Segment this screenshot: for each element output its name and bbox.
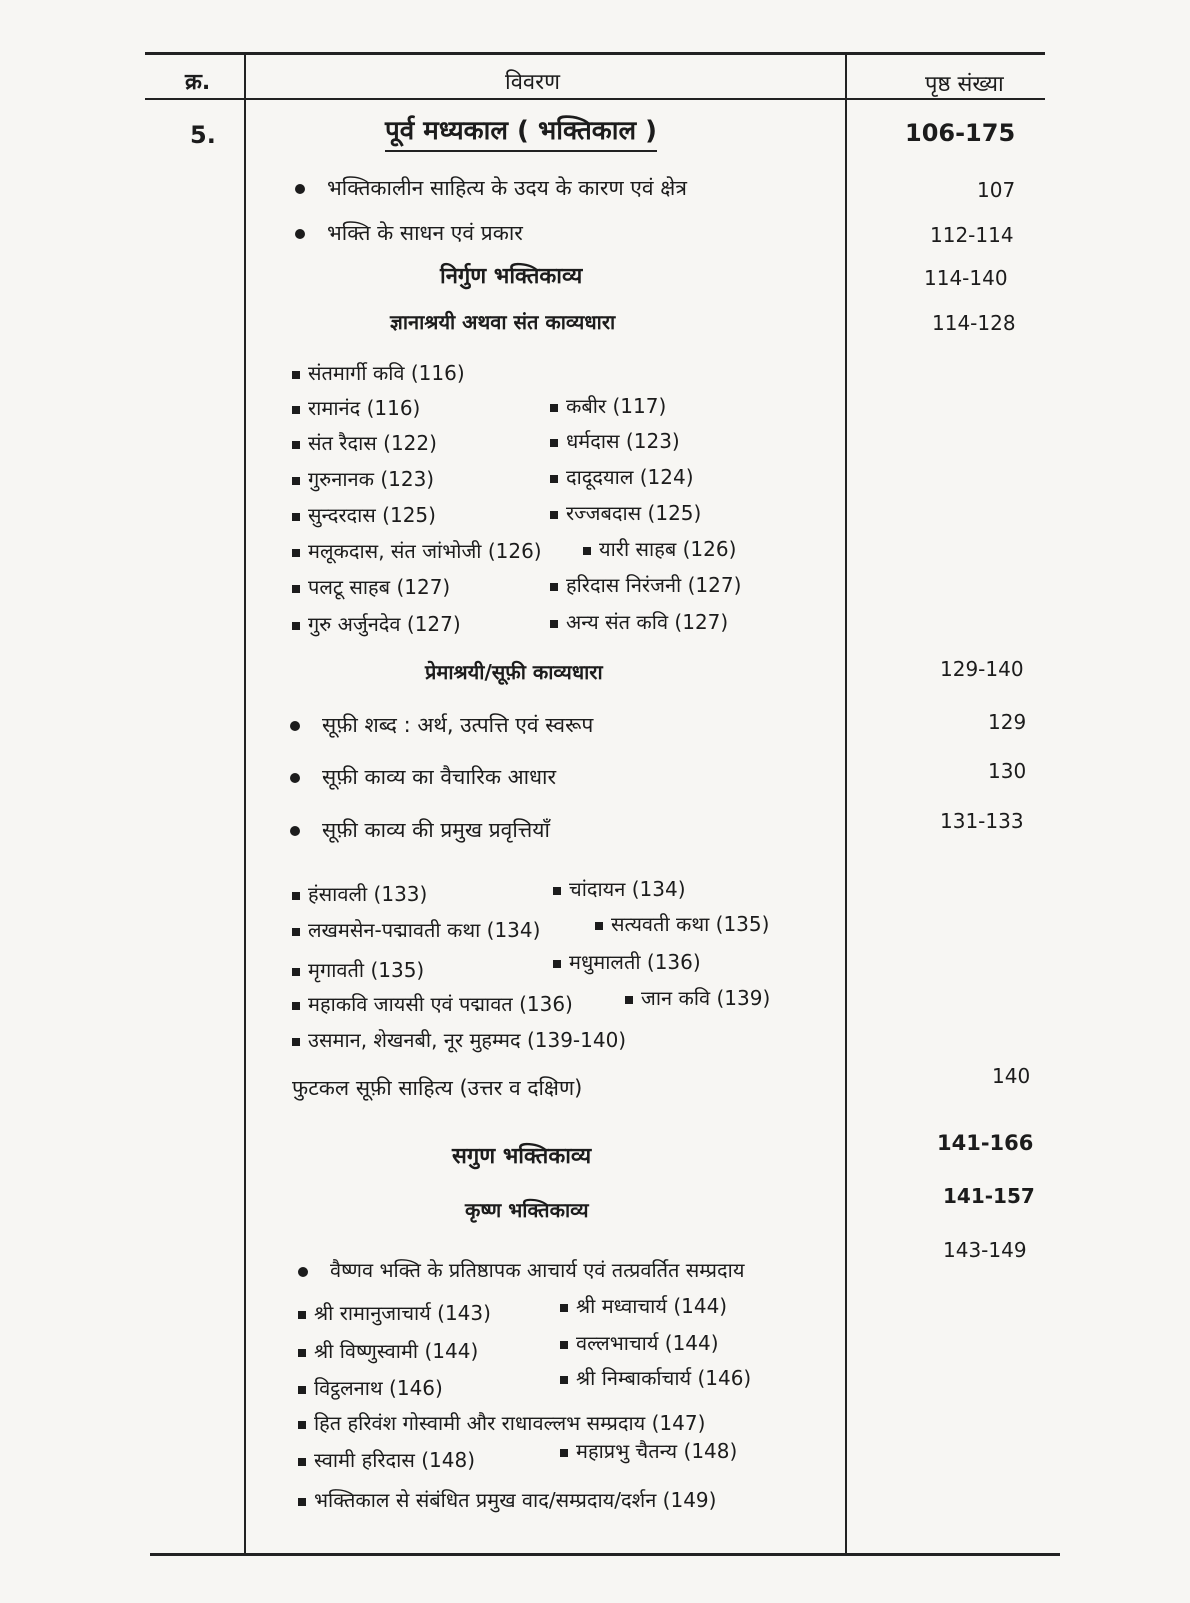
list-item: जान कवि (139) (625, 988, 770, 1008)
bullet-text: भक्तिकालीन साहित्य के उदय के कारण एवं क्षेत्र (327, 176, 687, 200)
futkal-page: 140 (992, 1064, 1031, 1088)
square-bullet-icon (298, 1498, 306, 1506)
chapter-title: पूर्व मध्यकाल ( भक्तिकाल ) (385, 118, 657, 152)
square-bullet-icon (550, 620, 558, 628)
bullet-page: 130 (988, 759, 1027, 783)
list-item: महाप्रभु चैतन्य (148) (560, 1441, 737, 1461)
square-bullet-icon (292, 477, 300, 485)
list-item: सत्यवती कथा (135) (595, 914, 769, 934)
list-item: रामानंद (116) (292, 398, 420, 418)
square-bullet-icon (292, 441, 300, 449)
bullet-page: 112-114 (930, 223, 1014, 247)
square-bullet-icon (550, 439, 558, 447)
list-item: मधुमालती (136) (553, 952, 701, 972)
square-bullet-icon (298, 1386, 306, 1394)
square-bullet-icon (595, 922, 603, 930)
square-bullet-icon (553, 960, 561, 968)
list-item: यारी साहब (126) (583, 539, 736, 559)
subsection-pages-sufi: 129-140 (940, 657, 1024, 681)
list-item: सुन्दरदास (125) (292, 505, 436, 525)
futkal-text: फुटकल सूफ़ी साहित्य (उत्तर व दक्षिण) (292, 1076, 583, 1100)
list-item: धर्मदास (123) (550, 431, 680, 451)
bullet-item: सूफ़ी शब्द : अर्थ, उत्पत्ति एवं स्वरूप (290, 715, 593, 736)
square-bullet-icon (560, 1304, 568, 1312)
subsection-title-sant: ज्ञानाश्रयी अथवा संत काव्यधारा (390, 310, 616, 334)
section-pages-nirgun: 114-140 (924, 266, 1008, 290)
square-bullet-icon (583, 547, 591, 555)
square-bullet-icon (292, 968, 300, 976)
list-item: वल्लभाचार्य (144) (560, 1333, 719, 1353)
list-item: महाकवि जायसी एवं पद्मावत (136) (292, 994, 573, 1014)
list-item: हरिदास निरंजनी (127) (550, 575, 741, 595)
list-item: हित हरिवंश गोस्वामी और राधावल्लभ सम्प्रदाय (147) (298, 1413, 705, 1433)
list-item: संत रैदास (122) (292, 433, 437, 453)
square-bullet-icon (292, 513, 300, 521)
bottom-rule (150, 1553, 1060, 1556)
list-item: गुरु अर्जुनदेव (127) (292, 614, 461, 634)
list-item: भक्तिकाल से संबंधित प्रमुख वाद/सम्प्रदाय/दर्शन (149) (298, 1490, 716, 1510)
list-item: संतमार्गी कवि (116) (292, 363, 465, 383)
col-divider-1 (244, 54, 246, 1556)
list-item: श्री रामानुजाचार्य (143) (298, 1303, 491, 1323)
square-bullet-icon (292, 585, 300, 593)
list-item: मृगावती (135) (292, 960, 424, 980)
header-col-number: क्र. (185, 70, 211, 95)
section-title-sagun: सगुण भक्तिकाव्य (452, 1144, 592, 1169)
square-bullet-icon (550, 511, 558, 519)
square-bullet-icon (560, 1449, 568, 1457)
top-rule (145, 52, 1045, 55)
list-item: रज्जबदास (125) (550, 503, 701, 523)
list-item: श्री निम्बार्काचार्य (146) (560, 1368, 751, 1388)
bullet-page: 107 (977, 178, 1016, 202)
list-item: अन्य संत कवि (127) (550, 612, 728, 632)
square-bullet-icon (292, 928, 300, 936)
bullet-icon (290, 773, 300, 783)
list-item: पलटू साहब (127) (292, 577, 450, 597)
bullet-item (295, 178, 687, 199)
bullet-item: सूफ़ी काव्य का वैचारिक आधार (290, 767, 556, 788)
square-bullet-icon (292, 622, 300, 630)
square-bullet-icon (298, 1311, 306, 1319)
list-item: गुरुनानक (123) (292, 469, 434, 489)
square-bullet-icon (292, 406, 300, 414)
square-bullet-icon (560, 1341, 568, 1349)
square-bullet-icon (553, 887, 561, 895)
square-bullet-icon (298, 1458, 306, 1466)
header-rule (145, 98, 1045, 100)
col-divider-2 (845, 54, 847, 1556)
square-bullet-icon (292, 1002, 300, 1010)
list-item: मलूकदास, संत जांभोजी (126) (292, 541, 542, 561)
list-item: विट्ठलनाथ (146) (298, 1378, 443, 1398)
list-item: लखमसेन-पद्मावती कथा (134) (292, 920, 540, 940)
square-bullet-icon (625, 996, 633, 1004)
list-item: कबीर (117) (550, 396, 666, 416)
square-bullet-icon (292, 1038, 300, 1046)
bullet-icon (295, 184, 305, 194)
square-bullet-icon (298, 1421, 306, 1429)
chapter-pages: 106-175 (905, 119, 1016, 147)
bullet-item: सूफ़ी काव्य की प्रमुख प्रवृत्तियाँ (290, 820, 550, 841)
section-pages-sagun: 141-166 (937, 1131, 1034, 1155)
bullet-item (295, 223, 523, 244)
square-bullet-icon (550, 475, 558, 483)
bullet-item: वैष्णव भक्ति के प्रतिष्ठापक आचार्य एवं तत्प्रवर्तित सम्प्रदाय (298, 1260, 744, 1280)
bullet-page: 129 (988, 710, 1027, 734)
list-item: चांदायन (134) (553, 879, 686, 899)
list-item: दादूदयाल (124) (550, 467, 694, 487)
square-bullet-icon (292, 371, 300, 379)
subsection-title-krishna: कृष्ण भक्तिकाव्य (465, 1198, 589, 1222)
subsection-pages-sant: 114-128 (932, 311, 1016, 335)
chapter-number: 5. (190, 121, 216, 149)
list-item: स्वामी हरिदास (148) (298, 1450, 475, 1470)
list-item: श्री विष्णुस्वामी (144) (298, 1341, 478, 1361)
header-col-description: विवरण (505, 70, 561, 95)
bullet-icon (298, 1267, 308, 1277)
bullet-icon (290, 826, 300, 836)
subsection-title-sufi: प्रेमाश्रयी/सूफ़ी काव्यधारा (425, 660, 603, 684)
list-item: हंसावली (133) (292, 884, 427, 904)
section-title-nirgun: निर्गुण भक्तिकाव्य (440, 264, 583, 289)
square-bullet-icon (560, 1376, 568, 1384)
square-bullet-icon (298, 1349, 306, 1357)
square-bullet-icon (292, 892, 300, 900)
square-bullet-icon (550, 583, 558, 591)
bullet-icon (290, 721, 300, 731)
bullet-text: भक्ति के साधन एवं प्रकार (327, 221, 523, 245)
header-col-page: पृष्ठ संख्या (925, 72, 1004, 97)
bullet-page: 143-149 (943, 1238, 1027, 1262)
square-bullet-icon (550, 404, 558, 412)
bullet-page: 131-133 (940, 809, 1024, 833)
list-item: श्री मध्वाचार्य (144) (560, 1296, 727, 1316)
subsection-pages-krishna: 141-157 (943, 1184, 1035, 1208)
square-bullet-icon (292, 549, 300, 557)
bullet-icon (295, 229, 305, 239)
list-item: उसमान, शेखनबी, नूर मुहम्मद (139-140) (292, 1030, 626, 1050)
